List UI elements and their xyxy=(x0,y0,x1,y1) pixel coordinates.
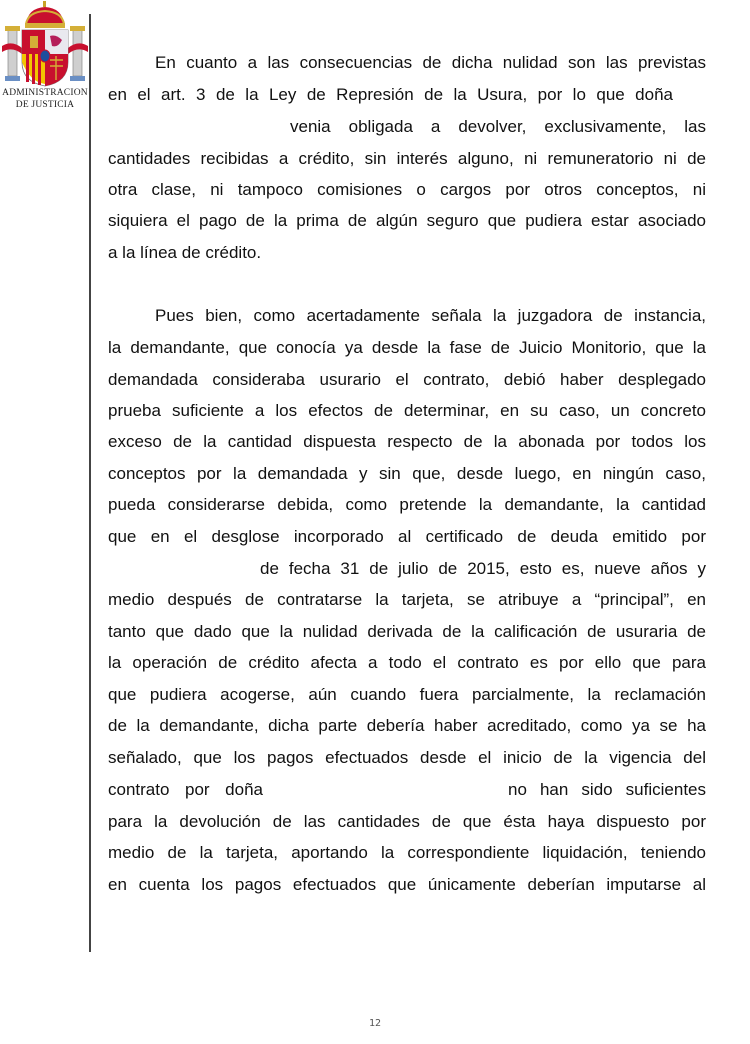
page-number: 12 xyxy=(368,1018,382,1029)
text-line: señalado, que los pagos efectuados desde el inicio de la vigencia del xyxy=(108,748,706,767)
text-line: cantidades recibidas a crédito, sin interés alguno, ni remuneratorio ni de xyxy=(108,149,706,168)
text-line: conceptos por la demandada y sin que, desde luego, en ningún caso, xyxy=(108,464,706,483)
text-line: demandada consideraba usurario el contrato, debió haber desplegado xyxy=(108,370,706,389)
margin-rule xyxy=(89,14,91,952)
text-line: venia obligada a devolver, exclusivamente, las xyxy=(290,117,706,136)
logo-text-line2: DE JUSTICIA xyxy=(15,100,75,110)
text-line: de fecha 31 de julio de 2015, esto es, nueve años y xyxy=(260,559,706,578)
text-line: la operación de crédito afecta a todo el contrato es por ello que para xyxy=(108,653,706,672)
text-line: de la demandante, dicha parte debería haber acreditado, como ya se ha xyxy=(108,716,706,735)
text-line: la demandante, que conocía ya desde la fase de Juicio Monitorio, que la xyxy=(108,338,706,357)
text-line: tanto que dado que la nulidad derivada de la calificación de usuraria de xyxy=(108,622,706,641)
text-line: medio después de contratarse la tarjeta, se atribuye a “principal”, en xyxy=(108,590,706,609)
text-line: exceso de la cantidad dispuesta respecto de la abonada por todos los xyxy=(108,432,706,451)
text-line: Pues bien, como acertadamente señala la juzgadora de instancia, xyxy=(155,306,706,325)
text-line: medio de la tarjeta, aportando la correspondiente liquidación, teniendo xyxy=(108,843,706,862)
text-line: no han sido suficientes xyxy=(508,780,706,799)
logo-text-line1: ADMINISTRACION xyxy=(2,88,88,98)
text-line: contrato por doña xyxy=(108,780,263,799)
text-line: que en el desglose incorporado al certificado de deuda emitido por xyxy=(108,527,706,546)
text-line: prueba suficiente a los efectos de determinar, en su caso, un concreto xyxy=(108,401,706,420)
text-line: que pudiera acogerse, aún cuando fuera parcialmente, la reclamación xyxy=(108,685,706,704)
text-line: para la devolución de las cantidades de que ésta haya dispuesto por xyxy=(108,812,706,831)
text-line: siquiera el pago de la prima de algún seguro que pudiera estar asociado xyxy=(108,211,706,230)
text-line: otra clase, ni tampoco comisiones o cargos por otros conceptos, ni xyxy=(108,180,706,199)
text-line: En cuanto a las consecuencias de dicha nulidad son las previstas xyxy=(155,53,706,72)
text-line: en el art. 3 de la Ley de Represión de la Usura, por lo que doña xyxy=(108,85,673,104)
text-line: a la línea de crédito. xyxy=(108,243,262,262)
text-line: en cuenta los pagos efectuados que únicamente deberían imputarse al xyxy=(108,875,706,894)
text-line: pueda considerarse debida, como pretende la demandante, la cantidad xyxy=(108,495,706,514)
